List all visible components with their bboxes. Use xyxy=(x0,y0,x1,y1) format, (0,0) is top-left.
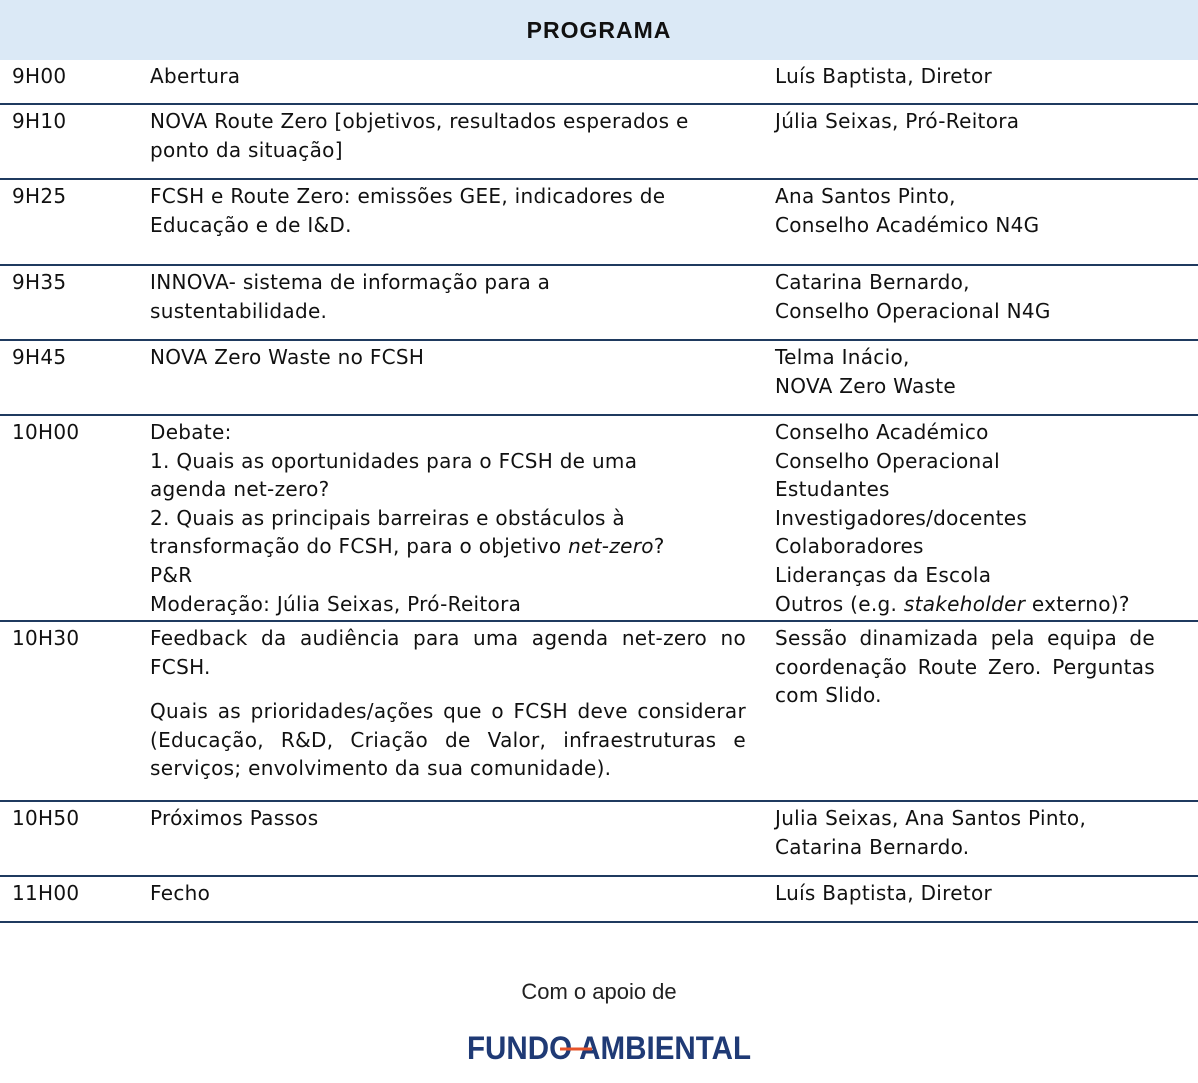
topic-paragraph: Quais as prioridades/ações que o FCSH deve considerar (Educação, R&D, Criação de Valor, infraestruturas e serviços; envolvimento da sua comunidade). xyxy=(150,699,746,781)
speaker-text: externo)? xyxy=(1025,591,1130,616)
row-time: 9H45 xyxy=(12,345,67,369)
speaker-line: Telma Inácio, xyxy=(775,345,910,369)
row-speaker xyxy=(775,182,1175,239)
topic-line: Abertura xyxy=(150,64,241,88)
row-topic xyxy=(150,343,746,372)
topic-line: sustentabilidade. xyxy=(150,298,328,323)
topic-line: Moderação: Júlia Seixas, Pró-Reitora xyxy=(150,591,522,616)
speaker-line: Colaboradores xyxy=(775,534,924,559)
speaker-paragraph: Sessão dinamizada pela equipa de coordenação Route Zero. Perguntas com Slido. xyxy=(775,626,1155,708)
row-time: 10H00 xyxy=(12,420,80,444)
schedule-row xyxy=(0,802,1198,877)
schedule-row xyxy=(0,266,1198,341)
topic-line xyxy=(150,532,746,561)
topic-line: P&R xyxy=(150,562,193,587)
support-caption: Com o apoio de xyxy=(521,979,677,1004)
row-time: 10H50 xyxy=(12,806,80,830)
row-speaker xyxy=(775,879,1175,908)
schedule-row xyxy=(0,341,1198,416)
row-speaker xyxy=(775,268,1175,325)
row-speaker xyxy=(775,804,1175,861)
row-speaker xyxy=(775,418,1175,618)
speaker-line: Luís Baptista, Diretor xyxy=(775,64,993,88)
topic-line: ponto da situação] xyxy=(150,137,343,162)
speaker-italic-text: stakeholder xyxy=(903,591,1026,616)
row-speaker xyxy=(775,62,1175,91)
speaker-line: NOVA Zero Waste xyxy=(775,373,956,398)
row-topic xyxy=(150,804,746,833)
row-topic xyxy=(150,182,746,239)
speaker-line: Conselho Operacional xyxy=(775,448,1000,473)
topic-line: 1. Quais as oportunidades para o FCSH de uma xyxy=(150,448,638,473)
speaker-line: Conselho Académico xyxy=(775,420,989,444)
speaker-line: Julia Seixas, Ana Santos Pinto, xyxy=(775,806,1087,830)
topic-line: Fecho xyxy=(150,881,211,905)
schedule-row xyxy=(0,416,1198,622)
schedule-row xyxy=(0,180,1198,266)
schedule-row xyxy=(0,877,1198,923)
speaker-text: Outros (e.g. xyxy=(775,591,904,616)
row-time: 9H00 xyxy=(12,64,67,88)
speaker-line xyxy=(775,590,1175,619)
speaker-line: Estudantes xyxy=(775,477,890,502)
row-time: 9H25 xyxy=(12,184,67,208)
speaker-line: Lideranças da Escola xyxy=(775,562,992,587)
speaker-line: Luís Baptista, Diretor xyxy=(775,881,993,905)
row-topic xyxy=(150,418,746,618)
row-topic xyxy=(150,107,746,164)
row-topic xyxy=(150,624,746,783)
fundo-ambiental-logo xyxy=(464,1030,754,1064)
logo-text: FUNDO AMBIENTAL xyxy=(467,1030,751,1064)
speaker-line: Conselho Académico N4G xyxy=(775,212,1040,237)
row-time: 9H35 xyxy=(12,270,67,294)
topic-paragraph: Feedback da audiência para uma agenda net-zero no FCSH. xyxy=(150,626,746,679)
speaker-line: Júlia Seixas, Pró-Reitora xyxy=(775,109,1020,133)
topic-line: Debate: xyxy=(150,420,232,444)
topic-line: 2. Quais as principais barreiras e obstáculos à xyxy=(150,505,625,530)
topic-line: Educação e de I&D. xyxy=(150,212,352,237)
speaker-line: Catarina Bernardo, xyxy=(775,270,970,294)
row-speaker xyxy=(775,624,1155,710)
row-topic xyxy=(150,62,746,91)
topic-line: FCSH e Route Zero: emissões GEE, indicadores de xyxy=(150,184,666,208)
topic-line: INNOVA- sistema de informação para a xyxy=(150,270,551,294)
topic-line: agenda net-zero? xyxy=(150,477,330,502)
row-topic xyxy=(150,268,746,325)
speaker-line: Investigadores/docentes xyxy=(775,505,1028,530)
schedule-row xyxy=(0,60,1198,105)
row-time: 10H30 xyxy=(12,626,80,650)
topic-text: transformação do FCSH, para o objetivo xyxy=(150,534,569,559)
row-time: 11H00 xyxy=(12,881,80,905)
row-speaker xyxy=(775,107,1175,136)
topic-line: NOVA Route Zero [objetivos, resultados esperados e xyxy=(150,109,689,133)
topic-italic-text: net-zero xyxy=(568,534,654,559)
speaker-line: Catarina Bernardo. xyxy=(775,834,970,859)
schedule-row xyxy=(0,622,1198,802)
program-header xyxy=(0,0,1198,60)
topic-text: ? xyxy=(653,534,665,559)
row-speaker xyxy=(775,343,1175,400)
schedule-row xyxy=(0,105,1198,180)
speaker-line: Ana Santos Pinto, xyxy=(775,184,956,208)
topic-line: Próximos Passos xyxy=(150,806,319,830)
paragraph-gap xyxy=(150,681,746,697)
row-time: 9H10 xyxy=(12,109,67,133)
speaker-line: Conselho Operacional N4G xyxy=(775,298,1051,323)
row-topic xyxy=(150,879,746,908)
topic-line: NOVA Zero Waste no FCSH xyxy=(150,345,425,369)
program-title: PROGRAMA xyxy=(526,16,672,43)
schedule-table xyxy=(0,60,1198,923)
